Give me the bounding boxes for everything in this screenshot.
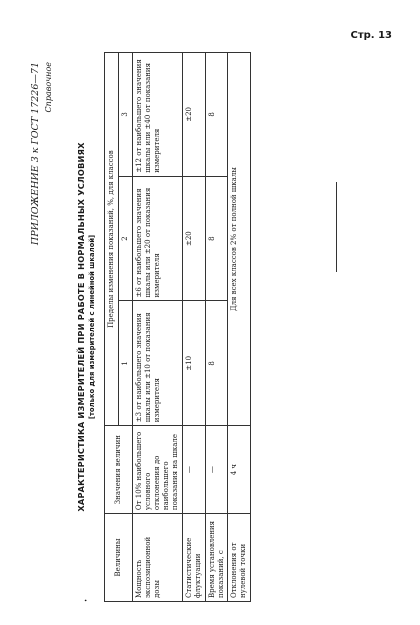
appendix-note: Справочное — [44, 62, 53, 113]
table-title: ХАРАКТЕРИСТИКА ИЗМЕРИТЕЛЕЙ ПРИ РАБОТЕ В НОРМАЛЬНЫХ УСЛОВИЯХ — [76, 142, 86, 512]
cell-value: 4 ч — [228, 426, 251, 514]
rotated-page-content — [24, 52, 394, 602]
characteristics-table — [104, 52, 251, 602]
table-row — [182, 53, 205, 602]
cell-quantity: Статистические флуктуации — [182, 514, 205, 602]
cell-all-classes: Для всех классов 2% от полной шкалы — [228, 53, 251, 426]
cell-quantity: Мощность экспозиционной дозы — [132, 514, 182, 602]
cell-class-3: ±20 — [182, 53, 205, 177]
header-values: Значения величин — [105, 426, 133, 514]
cell-class-1: ±10 — [182, 301, 205, 426]
table-row — [205, 53, 228, 602]
table-subtitle: [только для измерителей с линейной шкалой] — [88, 234, 96, 420]
cell-class-3: ±12 от наибольшего значения шкалы или ±40 от показания измерителя — [132, 53, 182, 177]
header-class-1: 1 — [118, 301, 132, 426]
margin-dot: · — [82, 598, 92, 602]
cell-value: — — [205, 426, 228, 514]
header-limits: Пределы изменения показаний, %, для классов — [105, 53, 119, 426]
cell-quantity: Время установления показаний, с — [205, 514, 228, 602]
table-row — [132, 53, 182, 602]
cell-class-3: 8 — [205, 53, 228, 177]
cell-class-1: 8 — [205, 301, 228, 426]
appendix-title: ПРИЛОЖЕНИЕ 3 к ГОСТ 17226—71 — [30, 62, 41, 246]
cell-class-2: ±6 от наибольшего значения шкалы или ±20 от показания измерителя — [132, 176, 182, 301]
cell-value: От 10% наибольшего условного отклонения до наибольшего показания на шкале — [132, 426, 182, 514]
cell-class-1: ±3 от наибольшего значения шкалы или ±10 от показания измерителя — [132, 301, 182, 426]
cell-class-2: ±20 — [182, 176, 205, 301]
header-row — [105, 53, 119, 602]
header-quantity: Величины — [105, 514, 133, 602]
cell-class-2: 8 — [205, 176, 228, 301]
header-class-3: 3 — [118, 53, 132, 177]
cell-value: — — [182, 426, 205, 514]
page-number: Стр. 13 — [350, 30, 392, 41]
closing-rule — [336, 182, 337, 272]
header-class-2: 2 — [118, 176, 132, 301]
table-row — [228, 53, 251, 602]
cell-quantity: Отклонения от нулевой точки — [228, 514, 251, 602]
